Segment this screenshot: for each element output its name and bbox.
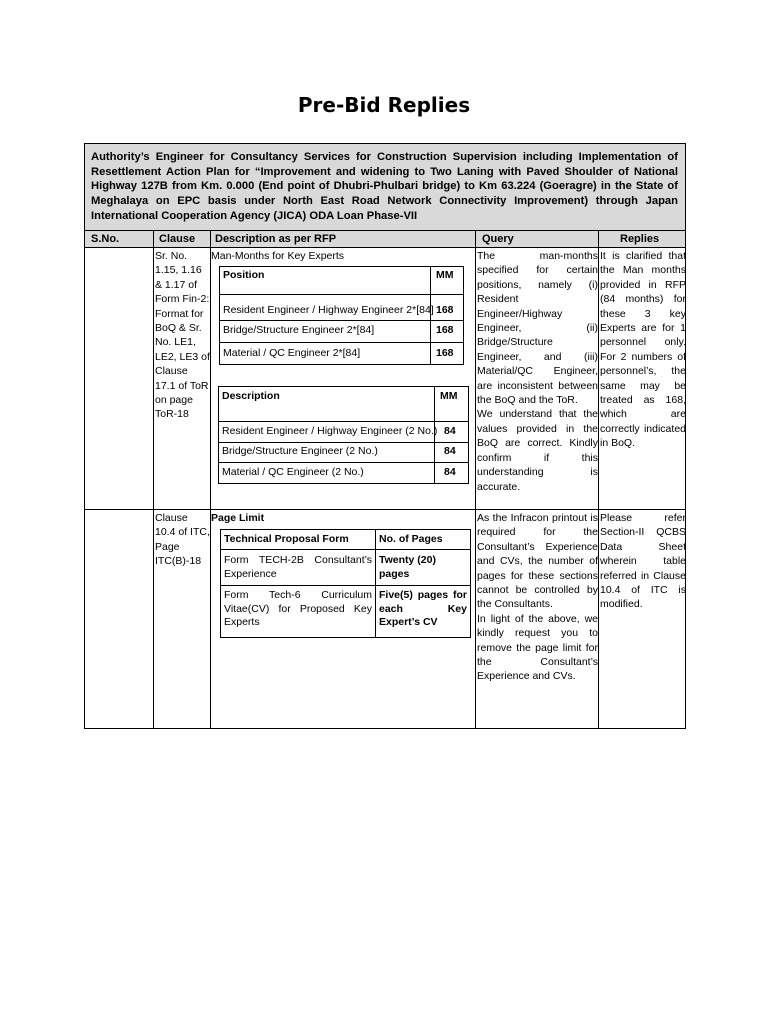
- table-rule: [219, 421, 468, 422]
- row2-description-caption: Page Limit: [211, 512, 265, 524]
- col-head-query: Query: [475, 231, 598, 248]
- query-paragraph: The man-months specified for certain positions, namely (i) Resident Engineer/Highway Engineer, (ii) Bridge/Structure Engineer, and (iii) Material/QC Engineer, are inconsistent between the BoQ and the ToR.: [477, 250, 598, 407]
- table-rule: [219, 442, 468, 443]
- table-rule: [220, 342, 463, 343]
- table-header-mm: MM: [440, 390, 458, 402]
- table-header-mm: MM: [436, 269, 454, 281]
- query-paragraph: As the Infracon printout is required for the Consultant’s Experience and CVs, the number of pages for these sections cannot be controlled by the Consultants.: [477, 512, 598, 611]
- table-rule: [219, 462, 468, 463]
- page-title: Pre-Bid Replies: [297, 93, 471, 117]
- col-head-clause: Clause: [153, 231, 210, 248]
- table-rule: [220, 294, 463, 295]
- table-cell: Material / QC Engineer (2 No.): [222, 466, 364, 478]
- key-experts-boq-table: [219, 266, 464, 365]
- col-head-description: Description as per RFP: [210, 231, 475, 248]
- table-header-description: Description: [222, 390, 280, 402]
- table-cell: 84: [444, 445, 456, 457]
- table-cell: 168: [436, 304, 454, 316]
- row2-clause: Clause 10.4 of ITC, Page ITC(B)-18: [155, 512, 210, 568]
- row1-description-caption: Man-Months for Key Experts: [211, 250, 345, 262]
- table-cell: Bridge/Structure Engineer 2*[84]: [223, 324, 375, 336]
- table-rule: [221, 585, 470, 586]
- pre-bid-table: [84, 143, 686, 729]
- table-header-pages: No. of Pages: [379, 533, 443, 545]
- col-head-replies: Replies: [598, 231, 685, 248]
- project-header: Authority’s Engineer for Consultancy Services for Construction Supervision including Implementation of Resettlement Action Plan for “Improvement and widening to Two Laning with Paved Shoulder of National Highway 127B from Km. 0.000 (End point of Dhubri-Phulbari bridge) to Km 63.224 (Goeragre) in the State of Meghalaya on EPC basis under North East Road Network Connectivity Improvement) through Japan International Cooperation Agency (JICA) ODA Loan Phase-VII: [85, 144, 685, 231]
- table-rule: [220, 320, 463, 321]
- table-cell: 168: [436, 347, 454, 359]
- row1-clause: Sr. No. 1.15, 1.16 & 1.17 of Form Fin-2: Format for BoQ & Sr. No. LE1, LE2, LE3 of Clause 17.1 of ToR on page ToR-18: [155, 250, 210, 421]
- table-cell: Resident Engineer / Highway Engineer (2 No.): [222, 425, 438, 437]
- table-cell: Material / QC Engineer 2*[84]: [223, 347, 361, 359]
- table-cell: Bridge/Structure Engineer (2 No.): [222, 445, 378, 457]
- row1-query: [476, 249, 598, 494]
- table-cell: 84: [444, 425, 456, 437]
- row1-reply: It is clarified that the Man months provided in RFP (84 months) for these 3 key Experts are for 1 personnel only. For 2 numbers of personnel’s, the same may be treated as 168, which are correctly indicated in BoQ.: [600, 250, 686, 450]
- query-paragraph: We understand that the values provided in the BoQ are correct. Kindly confirm if this understanding is accurate.: [477, 408, 598, 493]
- key-experts-tor-table: [218, 386, 469, 484]
- table-cell: Five(5) pages for each Key Expert’s CV: [379, 589, 467, 628]
- table-cell: Twenty (20) pages: [379, 554, 436, 580]
- table-cell: 168: [436, 324, 454, 336]
- table-rule: [221, 549, 470, 550]
- column-divider: [153, 231, 154, 729]
- table-header-form: Technical Proposal Form: [224, 533, 349, 545]
- row2-reply: Please refer Section-II QCBS Data Sheet wherein table referred in Clause 10.4 of ITC is modified.: [600, 512, 686, 611]
- table-cell: Resident Engineer / Highway Engineer 2*[84]: [223, 304, 434, 316]
- query-paragraph: In light of the above, we kindly request you to remove the page limit for the Consultant’s Experience and CVs.: [477, 612, 598, 683]
- page-limit-table: [220, 529, 471, 638]
- table-header-position: Position: [223, 269, 265, 281]
- row2-query: [476, 511, 598, 684]
- row-divider: [85, 509, 685, 510]
- table-cell: Form Tech-6 Curriculum Vitae(CV) for Proposed Key Experts: [224, 589, 372, 628]
- table-cell: Form TECH-2B Consultant’s Experience: [224, 554, 372, 580]
- col-head-sno: S.No.: [85, 231, 153, 248]
- table-cell: 84: [444, 466, 456, 478]
